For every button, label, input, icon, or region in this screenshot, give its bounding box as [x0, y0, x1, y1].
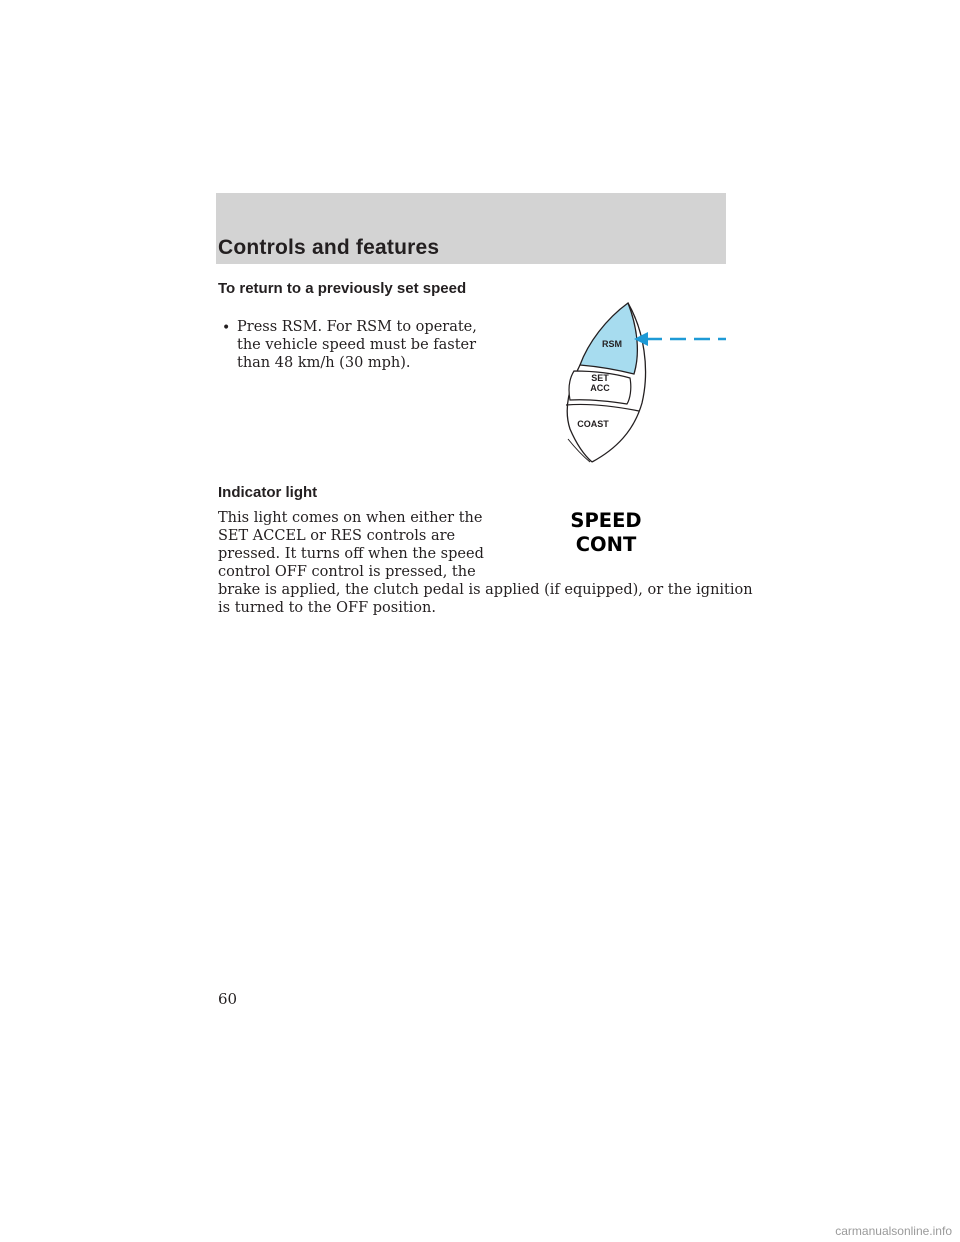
bullet-marker: •: [222, 320, 231, 336]
text-line: Press RSM. For RSM to operate,: [237, 319, 477, 335]
text-line: pressed. It turns off when the speed: [218, 546, 484, 562]
bullet-text: [237, 318, 477, 372]
speed-control-indicator-icon: [556, 509, 656, 561]
rsm-label: RSM: [602, 339, 622, 349]
switch-inner-curve: [568, 439, 590, 462]
subheading-indicator-light: Indicator light: [218, 484, 318, 501]
cont-label: CONT: [575, 533, 637, 556]
text-line: This light comes on when either the: [218, 510, 483, 526]
coast-label: COAST: [577, 419, 609, 429]
set-label: SET: [591, 373, 609, 383]
text-line: is turned to the OFF position.: [218, 600, 436, 616]
acc-label: ACC: [590, 383, 610, 393]
text-line: control OFF control is pressed, the: [218, 564, 476, 580]
switch-divider: [566, 404, 639, 411]
text-line: SET ACCEL or RES controls are: [218, 528, 456, 544]
text-line: the vehicle speed must be faster: [237, 337, 477, 353]
page-number: 60: [218, 990, 238, 1008]
text-line: than 48 km/h (30 mph).: [237, 355, 411, 371]
subheading-return-speed: To return to a previously set speed: [218, 280, 467, 297]
watermark: carmanualsonline.info: [835, 1224, 952, 1238]
indicator-paragraph: [218, 509, 753, 617]
section-title: Controls and features: [218, 236, 440, 259]
speed-control-switch-figure: [556, 299, 731, 467]
speed-label: SPEED: [570, 509, 642, 532]
text-line: brake is applied, the clutch pedal is applied (if equipped), or the ignition: [218, 582, 753, 598]
